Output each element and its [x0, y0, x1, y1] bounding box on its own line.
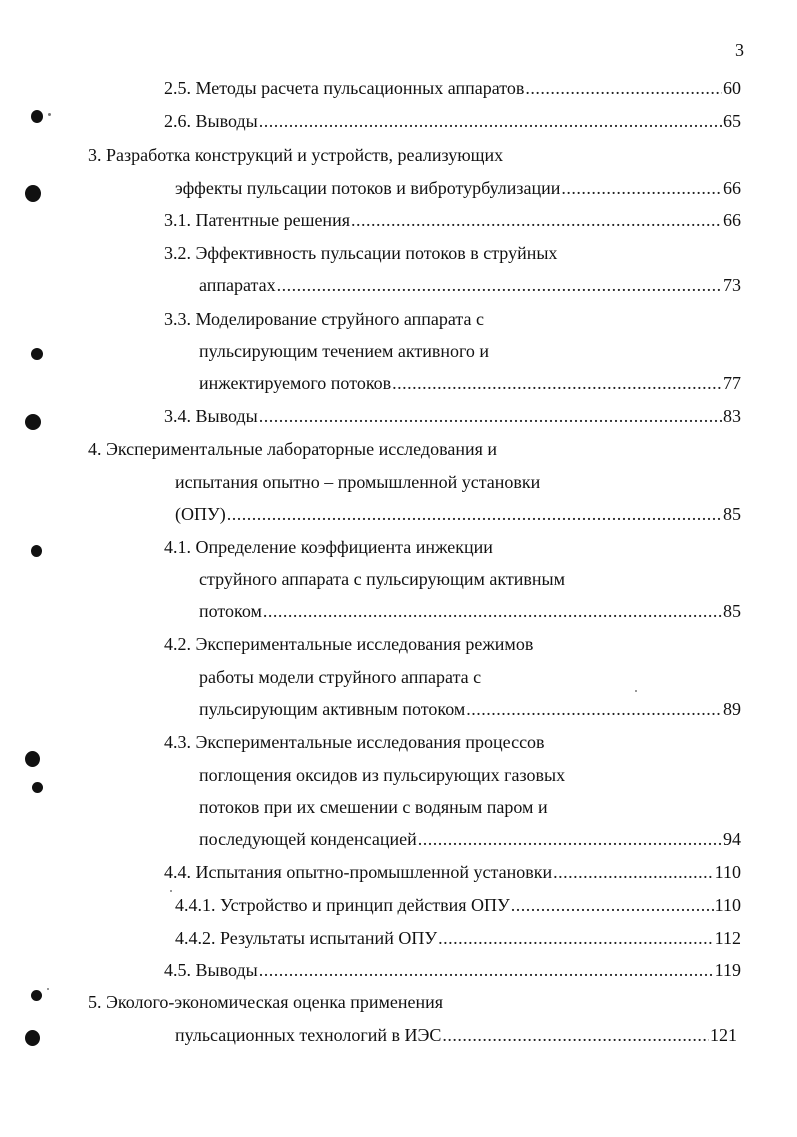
- page-number: 3: [735, 40, 744, 60]
- scan-speck: [47, 988, 49, 990]
- toc-entry-5-line2: пульсационных технологий в ИЭС ..... 121: [175, 1023, 737, 1047]
- toc-entry-4-3-line1: 4.3. Экспериментальные исследования процессов: [164, 732, 545, 752]
- toc-entry-4-1-line2: струйного аппарата с пульсирующим активным: [199, 569, 565, 589]
- scan-speck: [170, 890, 172, 892]
- toc-entry-3-line2: эффекты пульсации потоков и вибротурбулизации ..... 66: [175, 176, 741, 200]
- toc-entry-4-2-line1: 4.2. Экспериментальные исследования режимов: [164, 634, 534, 654]
- toc-entry-3-3-line1: 3.3. Моделирование струйного аппарата с: [164, 309, 484, 329]
- toc-entry-4-3-line4: последующей конденсацией ..... 94: [199, 827, 741, 851]
- binder-hole: [25, 414, 41, 430]
- toc-entry-2-5: 2.5. Методы расчета пульсационных аппаратов ..... 60: [164, 76, 741, 100]
- toc-entry-4-4-1: 4.4.1. Устройство и принцип действия ОПУ ..... 110: [175, 893, 741, 917]
- toc-entry-4-1-line1: 4.1. Определение коэффициента инжекции: [164, 537, 493, 557]
- toc-entry-4-3-line2: поглощения оксидов из пульсирующих газовых: [199, 765, 566, 785]
- scan-speck: [635, 690, 637, 692]
- toc-entry-4-2-line3: пульсирующим активным потоком ..... 89: [199, 697, 741, 721]
- toc-entry-4-1-line3: потоком ..... 85: [199, 599, 741, 623]
- toc-entry-2-6: 2.6. Выводы ..... 65: [164, 109, 741, 133]
- toc-entry-3-1: 3.1. Патентные решения ..... 66: [164, 208, 741, 232]
- toc-entry-3-2-line1: 3.2. Эффективность пульсации потоков в струйных: [164, 243, 558, 263]
- binder-hole: [32, 782, 43, 793]
- toc-entry-3-4: 3.4. Выводы ..... 83: [164, 404, 741, 428]
- toc-entry-3-3-line2: пульсирующим течением активного и: [199, 341, 490, 361]
- binder-hole: [31, 990, 42, 1001]
- binder-hole: [31, 110, 43, 123]
- toc-entry-4-line3: (ОПУ) ..... 85: [175, 502, 741, 526]
- toc-entry-3-3-line3: инжектируемого потоков ..... 77: [199, 371, 741, 395]
- toc-entry-3-2-line2: аппаратах ..... 73: [199, 273, 741, 297]
- binder-hole: [25, 1030, 40, 1046]
- toc-entry-4-line2: испытания опытно – промышленной установки: [175, 472, 541, 492]
- binder-hole: [25, 185, 41, 202]
- toc-entry-4-2-line2: работы модели струйного аппарата с: [199, 667, 482, 687]
- toc-entry-4-line1: 4. Экспериментальные лабораторные исследования и: [88, 439, 498, 459]
- binder-hole: [31, 545, 42, 557]
- scan-speck: [48, 113, 51, 116]
- binder-hole: [25, 751, 40, 767]
- toc-entry-4-4: 4.4. Испытания опытно-промышленной установки ..... 110: [164, 860, 741, 884]
- toc-entry-4-5: 4.5. Выводы ..... 119: [164, 958, 741, 982]
- binder-hole: [31, 348, 43, 360]
- toc-entry-4-3-line3: потоков при их смешении с водяным паром и: [199, 797, 548, 817]
- toc-entry-5-line1: 5. Эколого-экономическая оценка применения: [88, 992, 444, 1012]
- toc-entry-4-4-2: 4.4.2. Результаты испытаний ОПУ ..... 112: [175, 926, 741, 950]
- toc-entry-3-line1: 3. Разработка конструкций и устройств, реализующих: [88, 145, 504, 165]
